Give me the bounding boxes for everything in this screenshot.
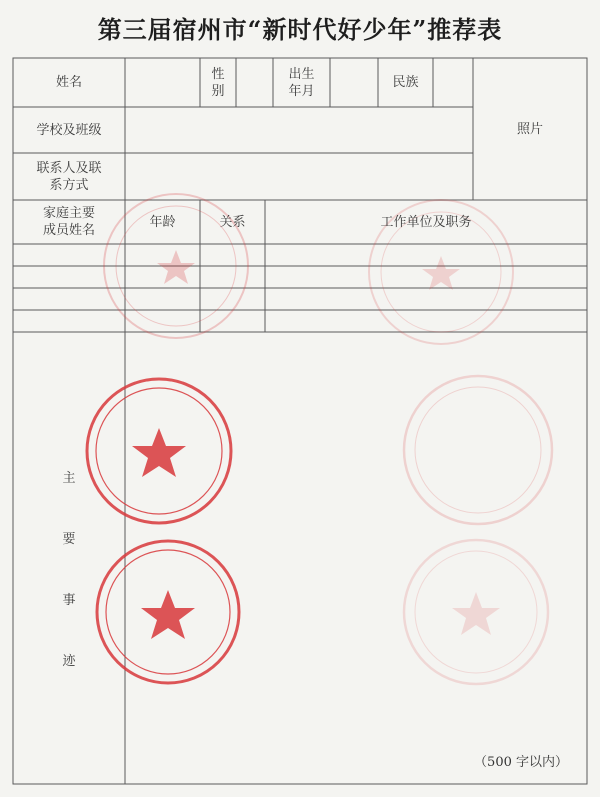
gender-label [200,58,236,107]
contact-label [13,153,125,200]
relation-label: 关系 [219,214,246,230]
deeds-label-char: 事 [62,593,76,608]
deeds-label-char: 主 [62,471,76,486]
birth-label [273,58,330,107]
word-limit-note: （500 字以内） [474,755,568,770]
work-label: 工作单位及职务 [380,214,472,230]
ethnicity-label: 民族 [392,75,419,90]
gender-label-line2: 别 [211,83,225,99]
family-label-line2: 成员姓名 [42,223,95,238]
deeds-label-char: 要 [62,532,76,547]
deeds-label [13,470,125,670]
gender-label-line1: 性 [211,66,225,82]
contact-label-line1: 联系人及联 [36,160,102,176]
name-label: 姓名 [55,75,82,90]
age-label: 年龄 [149,214,176,230]
family-label-line1: 家庭主要 [42,206,95,221]
birth-label-line1: 出生 [288,66,315,82]
family-label [13,200,125,244]
photo-label: 照片 [516,121,543,137]
page-title: 第三届宿州市“新时代好少年”推荐表 [97,15,503,44]
school-label: 学校及班级 [36,122,102,138]
birth-label-line2: 年月 [288,83,315,99]
deeds-label-char: 迹 [62,654,76,669]
contact-label-line2: 系方式 [49,177,89,193]
